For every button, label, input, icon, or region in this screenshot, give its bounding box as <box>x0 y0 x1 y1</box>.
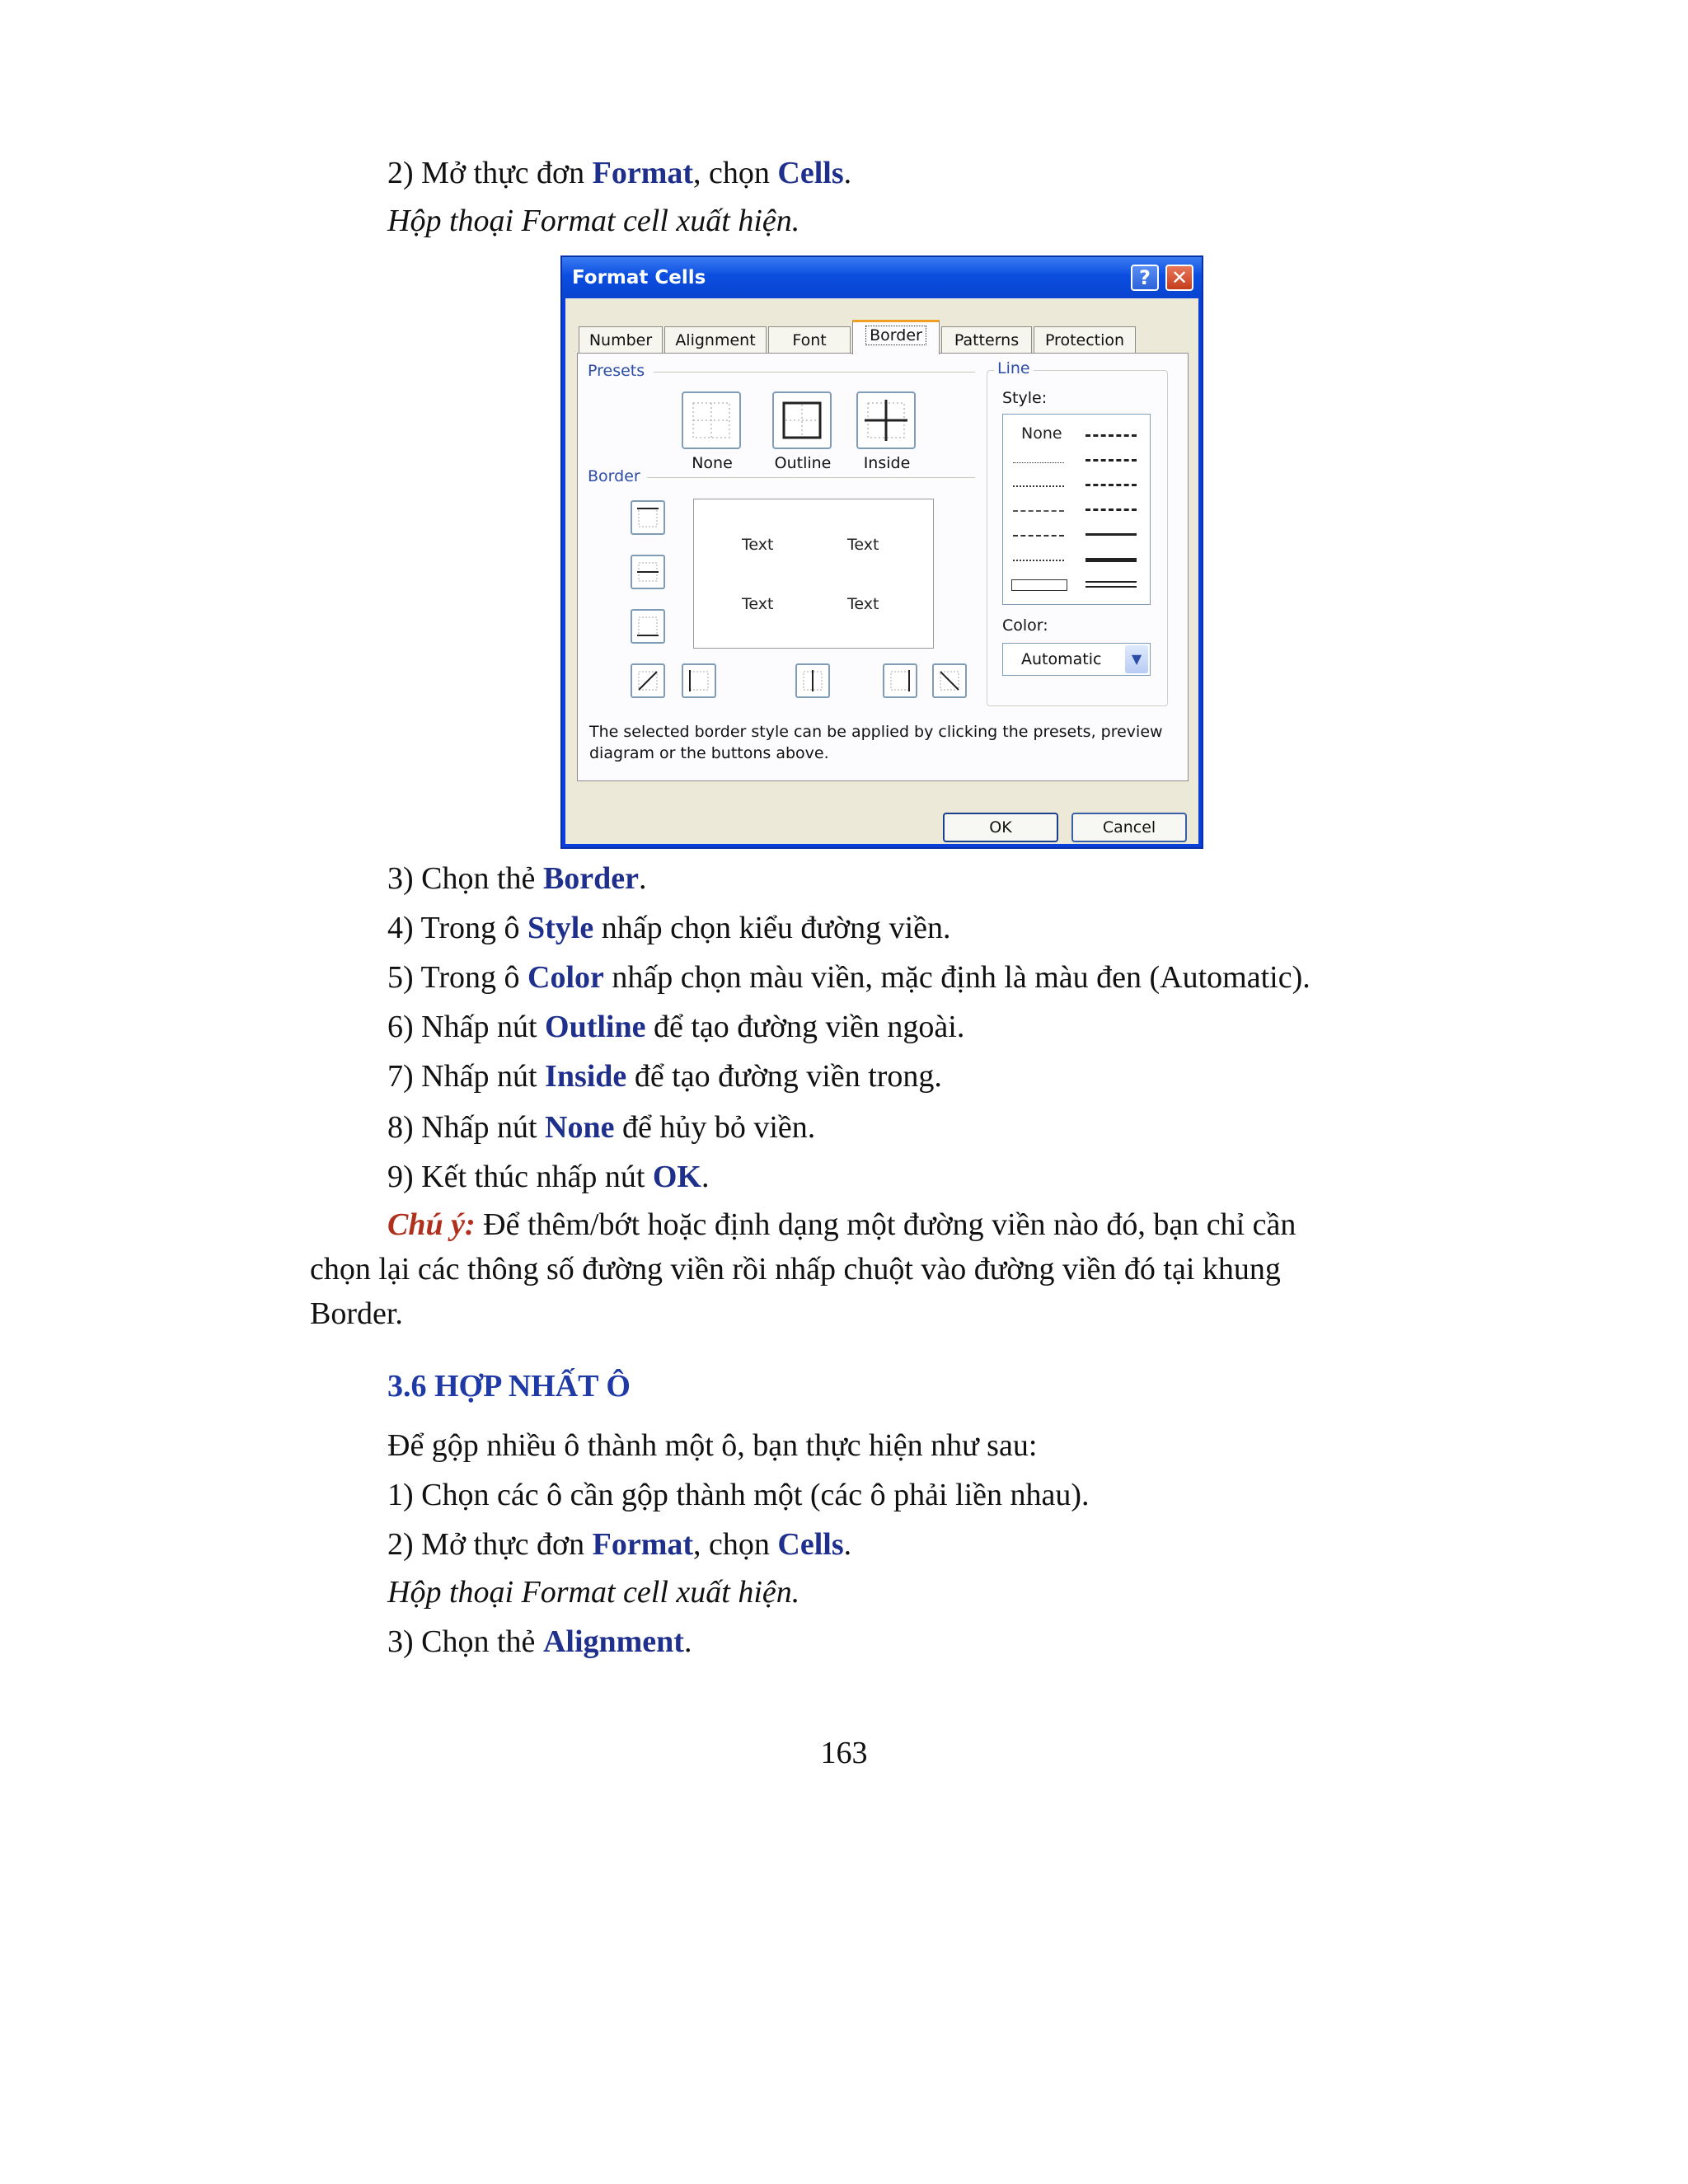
preset-none-icon <box>683 393 739 448</box>
preset-outline-icon <box>774 393 830 448</box>
step-item: 3) Chọn thẻ Border. <box>387 861 647 896</box>
line-label: Line <box>994 359 1034 377</box>
border-left-button[interactable] <box>682 663 716 698</box>
style-swatch[interactable] <box>1085 533 1137 536</box>
note-line-3: Border. <box>310 1296 403 1331</box>
presets-label: Presets <box>588 362 645 380</box>
tab-patterns[interactable]: Patterns <box>941 326 1032 354</box>
preset-inside-label: Inside <box>863 454 911 472</box>
ok-button[interactable]: OK <box>943 813 1058 842</box>
border-top-button[interactable] <box>631 500 665 535</box>
style-swatch[interactable] <box>1013 510 1064 512</box>
border-preview[interactable] <box>693 499 934 649</box>
style-swatch[interactable] <box>1085 434 1137 437</box>
dialog-appears-caption-2: Hộp thoại Format cell xuất hiện. <box>387 1575 800 1610</box>
dialog-client <box>565 298 1198 844</box>
style-swatch[interactable] <box>1085 581 1137 588</box>
color-dropdown[interactable] <box>1002 643 1151 676</box>
line-style-list[interactable] <box>1002 414 1151 605</box>
preset-inside-icon <box>858 393 914 448</box>
dialog-titlebar <box>562 257 1202 298</box>
style-swatch[interactable] <box>1013 560 1064 561</box>
style-label: Style: <box>1002 389 1048 407</box>
chevron-down-icon[interactable]: ▼ <box>1125 645 1148 673</box>
preview-text: Text <box>742 536 774 554</box>
preset-none-label: None <box>692 454 733 472</box>
step-item: 7) Nhấp nút Inside để tạo đường viền trong. <box>387 1059 942 1094</box>
border-label: Border <box>588 467 640 485</box>
preset-none-button[interactable] <box>682 391 741 449</box>
border-right-icon <box>884 665 916 696</box>
color-value: Automatic <box>1021 650 1102 668</box>
section-heading: 3.6 HỢP NHẤT Ô <box>387 1369 631 1404</box>
note-label: Chú ý: <box>387 1207 476 1242</box>
help-button[interactable]: ? <box>1131 265 1159 291</box>
border-middle-icon <box>632 556 663 588</box>
color-label: Color: <box>1002 616 1048 635</box>
tab-number[interactable]: Number <box>579 326 663 354</box>
merge-step: 3) Chọn thẻ Alignment. <box>387 1624 692 1659</box>
step-item: 5) Trong ô Color nhấp chọn màu viền, mặc định là màu đen (Automatic). <box>387 960 1311 995</box>
tab-border[interactable]: Border <box>852 320 940 354</box>
dialog-title: Format Cells <box>572 267 706 288</box>
style-swatch-selected[interactable] <box>1011 579 1067 591</box>
step-item: 4) Trong ô Style nhấp chọn kiểu đường viền. <box>387 911 951 945</box>
step-item: 6) Nhấp nút Outline để tạo đường viền ngoài. <box>387 1010 965 1044</box>
preset-outline-label: Outline <box>774 454 832 472</box>
style-swatch[interactable] <box>1013 535 1064 537</box>
preset-inside-button[interactable] <box>856 391 916 449</box>
merge-step: 1) Chọn các ô cần gộp thành một (các ô phải liền nhau). <box>387 1478 1090 1512</box>
border-middle-button[interactable] <box>631 555 665 589</box>
step-item: 8) Nhấp nút None để hủy bỏ viền. <box>387 1110 816 1145</box>
tab-alignment[interactable]: Alignment <box>664 326 767 354</box>
border-diagonal-up-button[interactable] <box>631 663 665 698</box>
preset-outline-button[interactable] <box>772 391 832 449</box>
close-button[interactable]: ✕ <box>1165 265 1193 291</box>
style-swatch[interactable] <box>1013 485 1064 487</box>
step-2-top: 2) Mở thực đơn Format, chọn Cells. <box>387 156 852 190</box>
cancel-button[interactable]: Cancel <box>1071 813 1187 842</box>
border-diagonal-down-button[interactable] <box>932 663 967 698</box>
note-line-1: Chú ý: Để thêm/bớt hoặc định dạng một đường viền nào đó, bạn chỉ cần <box>387 1207 1296 1242</box>
format-cells-dialog <box>560 255 1203 849</box>
style-swatch[interactable] <box>1085 459 1137 462</box>
border-left-icon <box>683 665 715 696</box>
note-line-2: chọn lại các thông số đường viền rồi nhấp chuột vào đường viền đó tại khung <box>310 1252 1281 1286</box>
line-group <box>987 359 1168 706</box>
diagonal-up-icon <box>632 665 663 696</box>
page-number: 163 <box>820 1736 868 1770</box>
diagonal-down-icon <box>934 665 965 696</box>
border-divider <box>647 477 975 478</box>
border-tab-panel <box>577 353 1189 781</box>
border-bottom-icon <box>632 611 663 642</box>
style-swatch[interactable] <box>1085 509 1137 511</box>
merge-intro: Để gộp nhiều ô thành một ô, bạn thực hiện như sau: <box>387 1428 1038 1463</box>
border-bottom-button[interactable] <box>631 609 665 644</box>
preview-text: Text <box>742 595 774 613</box>
style-swatch[interactable] <box>1085 484 1137 486</box>
border-center-button[interactable] <box>795 663 830 698</box>
hint-text: The selected border style can be applied by clicking the presets, preview diagram or the buttons above. <box>589 723 1163 762</box>
step-item: 9) Kết thúc nhấp nút OK. <box>387 1160 710 1194</box>
border-center-icon <box>797 665 828 696</box>
border-top-icon <box>632 502 663 533</box>
tab-font[interactable]: Font <box>768 326 851 354</box>
dialog-appears-caption: Hộp thoại Format cell xuất hiện. <box>387 204 800 238</box>
style-swatch[interactable] <box>1085 558 1137 562</box>
style-none-option[interactable]: None <box>1021 424 1062 443</box>
merge-step: 2) Mở thực đơn Format, chọn Cells. <box>387 1527 852 1562</box>
preview-text: Text <box>847 595 879 613</box>
presets-divider <box>654 372 975 373</box>
preview-text: Text <box>847 536 879 554</box>
style-swatch[interactable] <box>1013 462 1064 463</box>
border-right-button[interactable] <box>883 663 917 698</box>
tab-protection[interactable]: Protection <box>1034 326 1136 354</box>
